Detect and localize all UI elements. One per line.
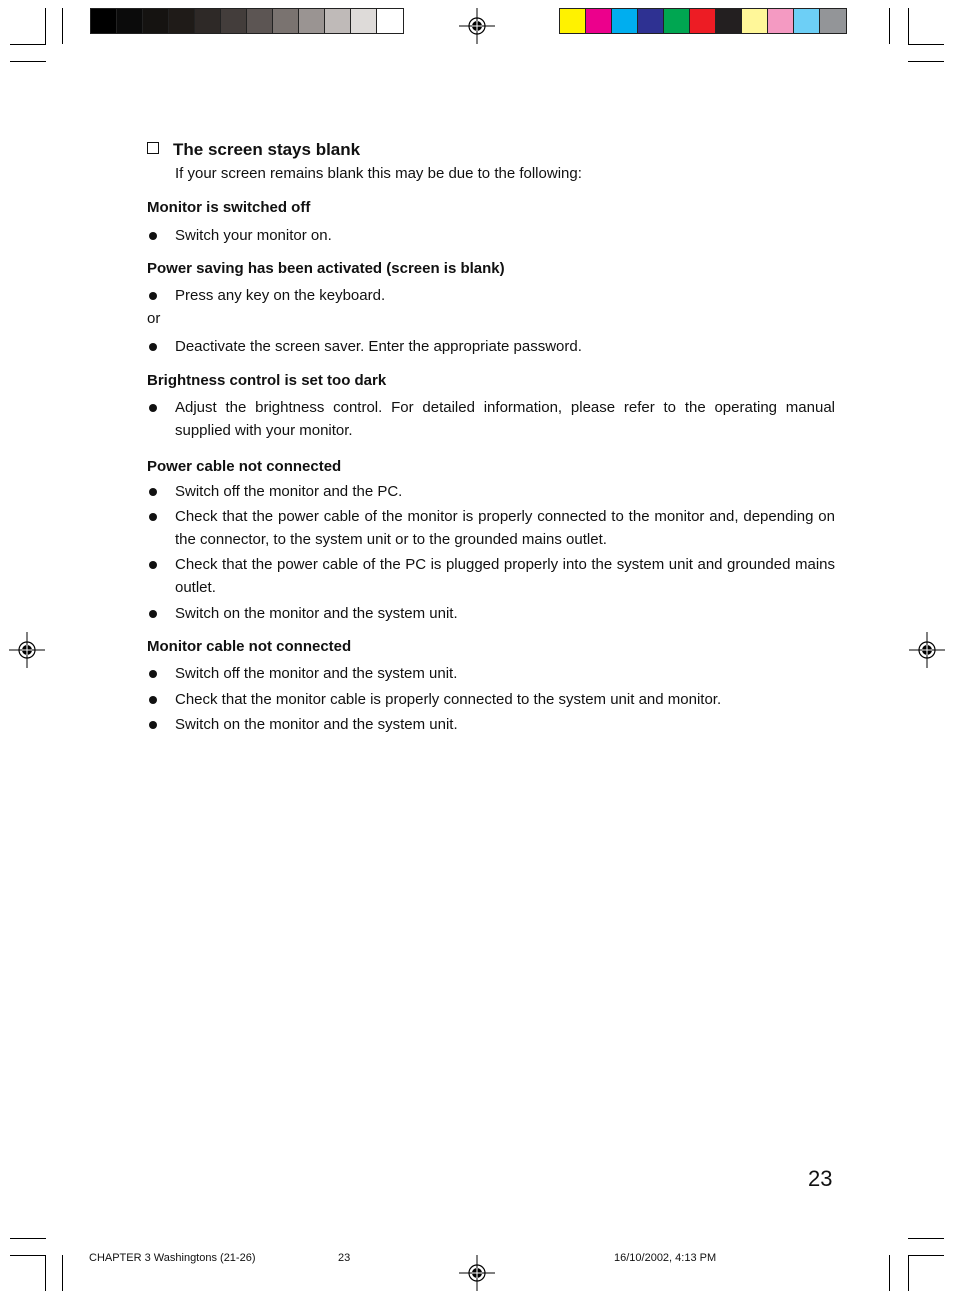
- bullet-icon: [149, 561, 157, 569]
- gray-swatch: [195, 9, 221, 33]
- or-text: or: [147, 310, 161, 327]
- bullet-icon: [149, 670, 157, 678]
- list-item: Check that the power cable of the PC is plugged properly into the system unit and grounded mains outlet.: [147, 553, 835, 599]
- grayscale-color-bar: [90, 8, 404, 34]
- gray-swatch: [247, 9, 273, 33]
- footer-file: CHAPTER 3 Washingtons (21-26): [89, 1252, 256, 1264]
- section-title-text: The screen stays blank: [173, 140, 361, 159]
- color-swatch: [820, 9, 846, 33]
- gray-swatch: [325, 9, 351, 33]
- section-intro: If your screen remains blank this may be due to the following:: [175, 165, 582, 182]
- gray-swatch: [299, 9, 325, 33]
- gray-swatch: [169, 9, 195, 33]
- color-swatch: [794, 9, 820, 33]
- crop-mark: [908, 1255, 944, 1256]
- list-item: Deactivate the screen saver. Enter the appropriate password.: [147, 335, 835, 358]
- registration-mark-icon: [9, 632, 45, 668]
- footer-timestamp: 16/10/2002, 4:13 PM: [614, 1252, 717, 1264]
- crop-mark: [45, 8, 46, 44]
- color-swatch: [716, 9, 742, 33]
- crop-mark: [908, 1238, 944, 1239]
- list-item: Switch off the monitor and the system unit.: [147, 662, 835, 685]
- list-item: Switch off the monitor and the PC.: [147, 480, 835, 503]
- gray-swatch: [117, 9, 143, 33]
- registration-mark-icon: [459, 8, 495, 44]
- bullet-icon: [149, 488, 157, 496]
- bullet-icon: [149, 610, 157, 618]
- bullet-icon: [149, 404, 157, 412]
- gray-swatch: [377, 9, 403, 33]
- color-swatch: [612, 9, 638, 33]
- heading-power-saving: Power saving has been activated (screen is blank): [147, 260, 505, 277]
- crop-mark: [10, 1238, 46, 1239]
- crop-mark: [908, 1255, 909, 1291]
- gray-swatch: [91, 9, 117, 33]
- crop-mark: [908, 8, 909, 44]
- color-swatch: [664, 9, 690, 33]
- crop-mark: [908, 44, 944, 45]
- process-color-bar: [559, 8, 847, 34]
- gray-swatch: [221, 9, 247, 33]
- list-item: Adjust the brightness control. For detailed information, please refer to the operating manual supplied with your monitor.: [147, 396, 835, 442]
- crop-mark: [908, 61, 944, 62]
- list-item: Check that the power cable of the monitor is properly connected to the monitor and, depending on the connector, to the system unit or to the grounded mains outlet.: [147, 505, 835, 551]
- crop-mark: [10, 61, 46, 62]
- crop-mark: [45, 1255, 46, 1291]
- list-item: Switch on the monitor and the system unit.: [147, 713, 835, 736]
- color-swatch: [742, 9, 768, 33]
- crop-mark: [889, 8, 890, 44]
- heading-monitor-cable: Monitor cable not connected: [147, 638, 352, 655]
- crop-mark: [62, 1255, 63, 1291]
- bullet-icon: [149, 513, 157, 521]
- heading-brightness: Brightness control is set too dark: [147, 372, 387, 389]
- bullet-icon: [149, 343, 157, 351]
- registration-mark-icon: [909, 632, 945, 668]
- color-swatch: [638, 9, 664, 33]
- gray-swatch: [351, 9, 377, 33]
- color-swatch: [690, 9, 716, 33]
- gray-swatch: [273, 9, 299, 33]
- footer-page: 23: [338, 1252, 351, 1264]
- crop-mark: [889, 1255, 890, 1291]
- page-number: 23: [808, 1166, 833, 1191]
- bullet-icon: [149, 292, 157, 300]
- crop-mark: [10, 1255, 46, 1256]
- section-title: [147, 140, 360, 160]
- heading-monitor-switched-off: Monitor is switched off: [147, 199, 311, 216]
- color-swatch: [768, 9, 794, 33]
- checkbox-bullet-icon: [147, 142, 159, 154]
- heading-power-cable: Power cable not connected: [147, 458, 342, 475]
- list-item: Press any key on the keyboard.: [147, 284, 835, 307]
- bullet-icon: [149, 696, 157, 704]
- list-item: Switch on the monitor and the system unit.: [147, 602, 835, 625]
- color-swatch: [586, 9, 612, 33]
- crop-mark: [10, 44, 46, 45]
- bullet-icon: [149, 721, 157, 729]
- bullet-icon: [149, 232, 157, 240]
- crop-mark: [62, 8, 63, 44]
- list-item: Check that the monitor cable is properly connected to the system unit and monitor.: [147, 688, 835, 711]
- list-item: Switch your monitor on.: [147, 224, 835, 247]
- registration-mark-icon: [459, 1255, 495, 1291]
- gray-swatch: [143, 9, 169, 33]
- color-swatch: [560, 9, 586, 33]
